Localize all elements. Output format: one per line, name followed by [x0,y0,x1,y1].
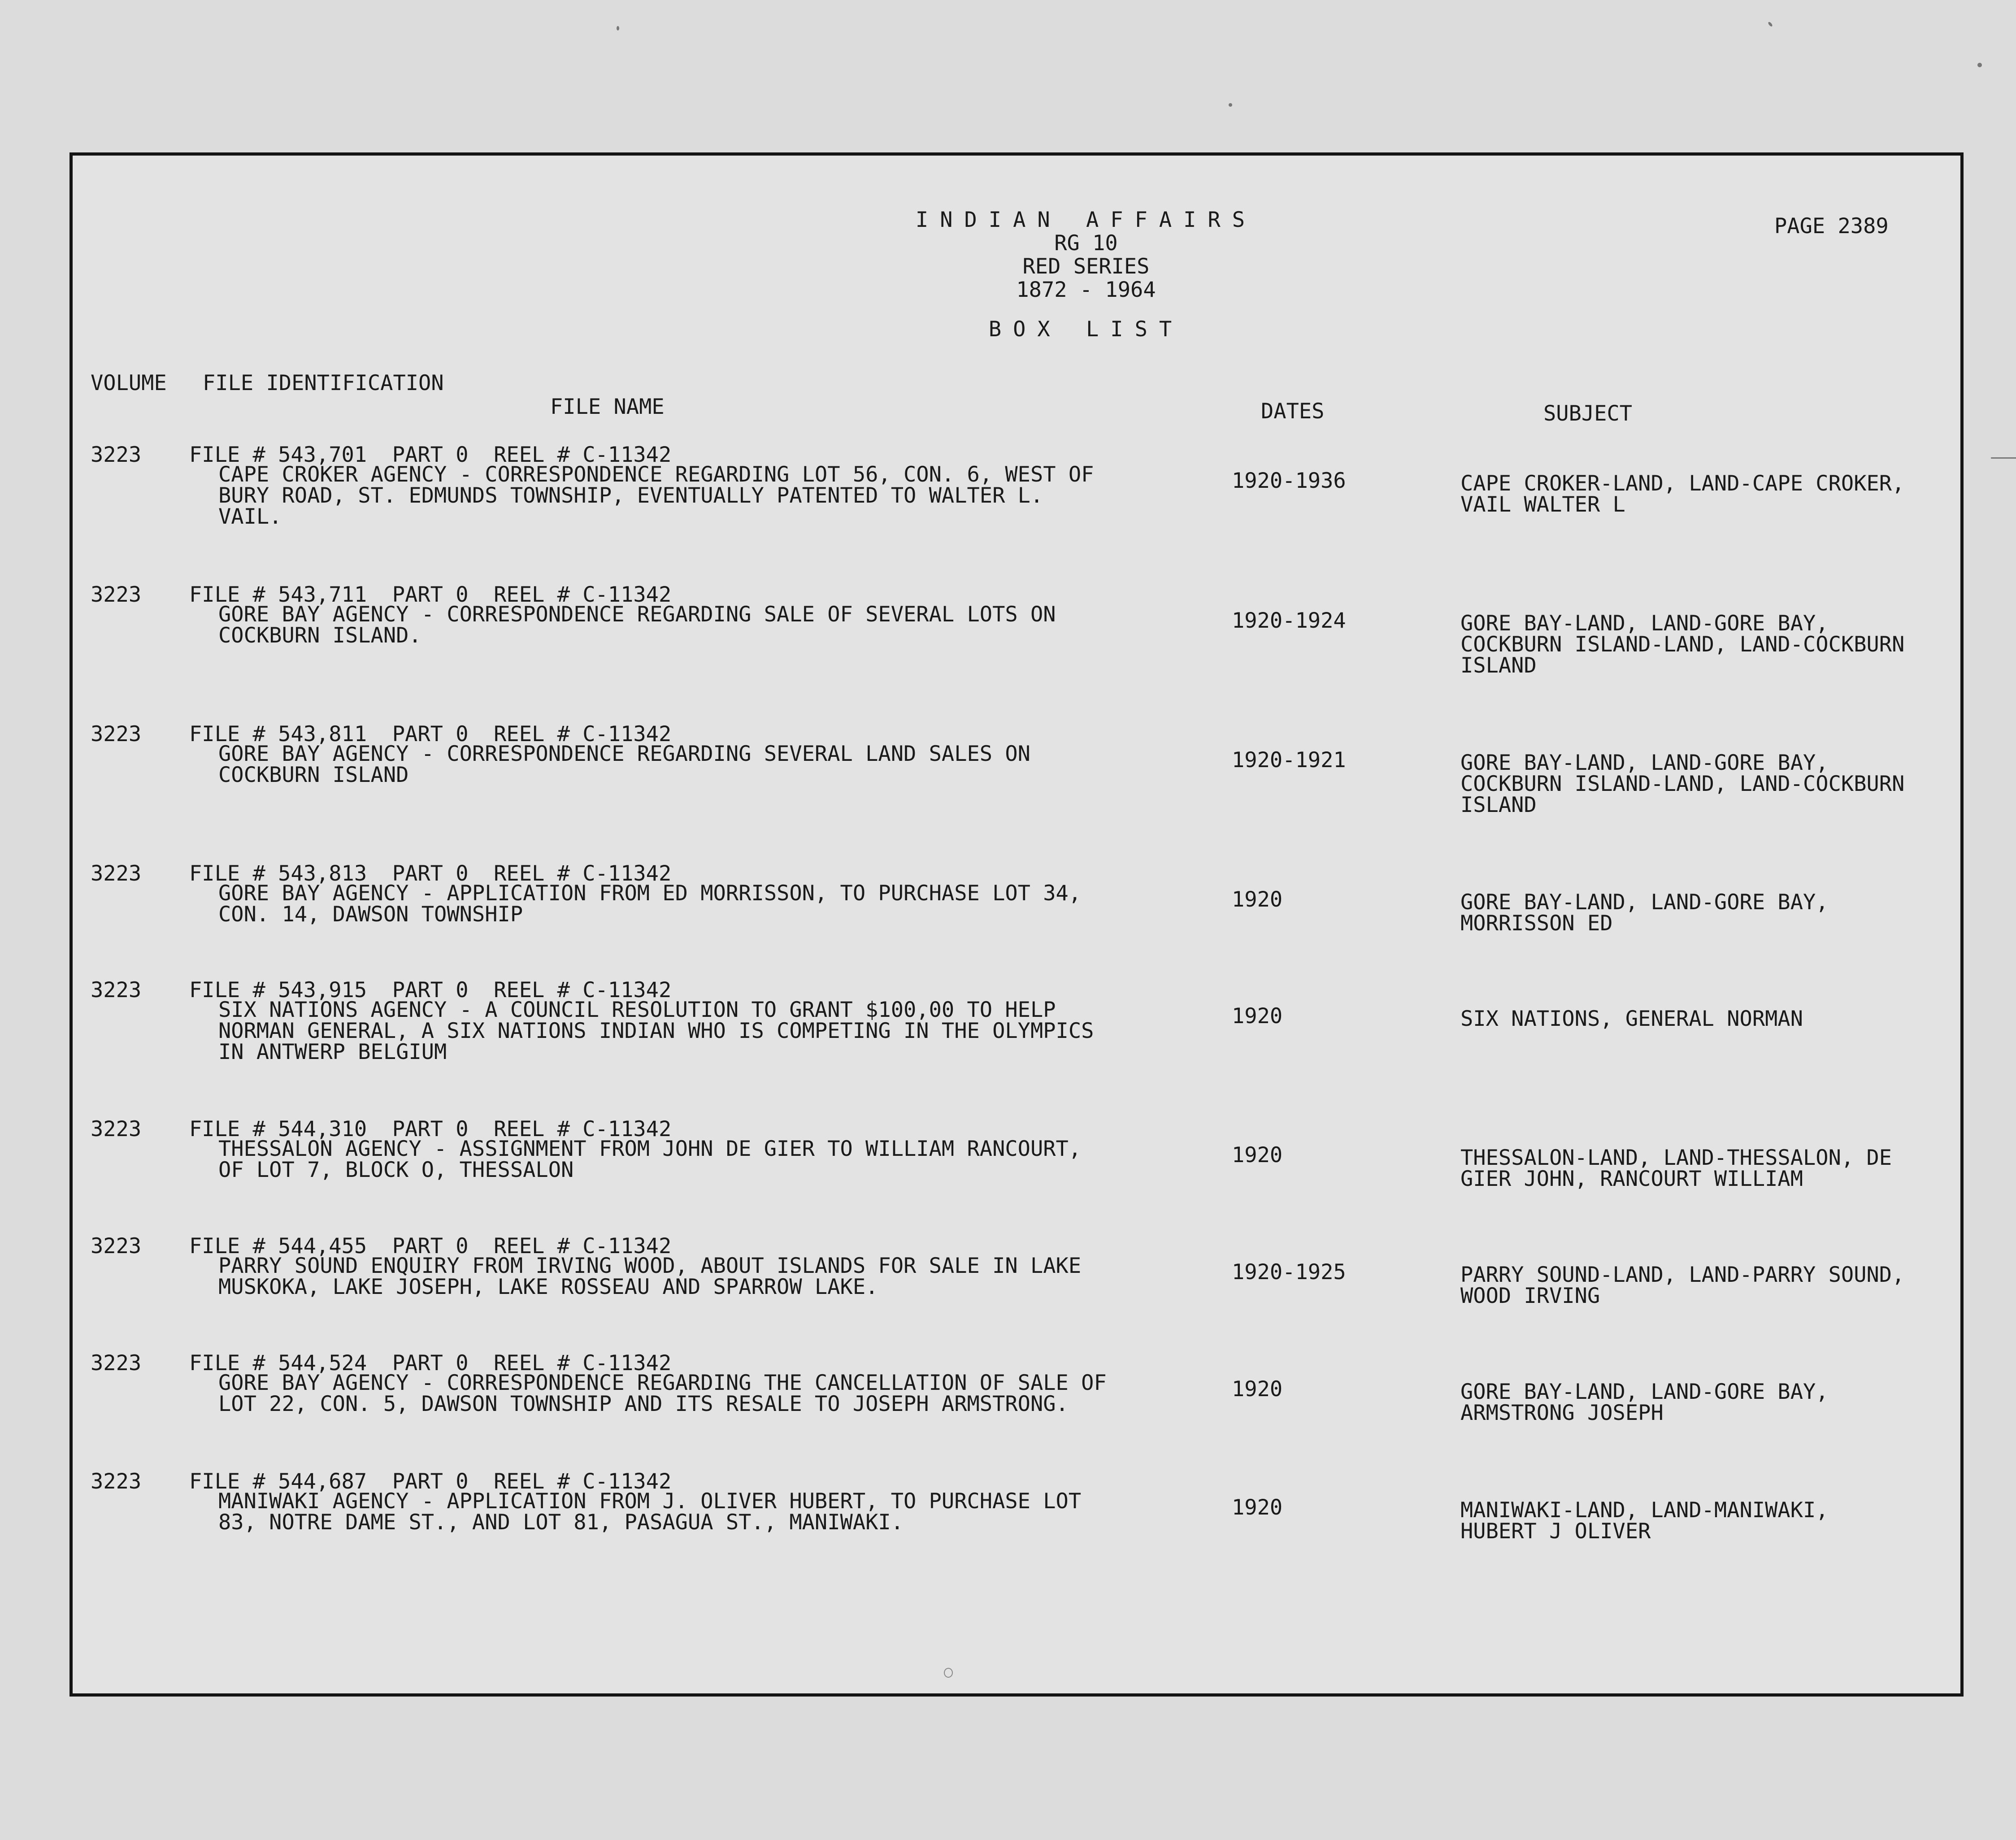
file-name: GORE BAY AGENCY - CORRESPONDENCE REGARDING THE CANCELLATION OF SALE OF LOT 22, CON. 5, DAWSON TOWNSHIP AND ITS RESALE TO JOSEPH ARMSTRONG. [218,1371,1107,1416]
volume-number: 3223 [91,1351,142,1376]
file-name: CAPE CROKER AGENCY - CORRESPONDENCE REGARDING LOT 56, CON. 6, WEST OF BURY ROAD, ST. EDMUNDS TOWNSHIP, EVENTUALLY PATENTED TO WALTER L. VAIL. [218,462,1094,529]
scan-speck [1768,21,1773,27]
volume-number: 3223 [91,1117,142,1141]
file-name: THESSALON AGENCY - ASSIGNMENT FROM JOHN DE GIER TO WILLIAM RANCOURT, OF LOT 7, BLOCK O, THESSALON [218,1137,1082,1182]
volume-number: 3223 [91,443,142,467]
file-dates: 1920 [1232,1377,1283,1402]
file-identification: FILE # 543,701 PART 0 REEL # C-11342 [189,443,672,467]
list-item [73,861,1960,996]
volume-number: 3223 [91,1469,142,1494]
file-subject: THESSALON-LAND, LAND-THESSALON, DE GIER JOHN, RANCOURT WILLIAM [1460,1146,1892,1191]
list-item [73,443,1960,577]
page-number: PAGE 2389 [1774,214,1889,239]
column-header-file-name: FILE NAME [550,395,665,419]
file-name: GORE BAY AGENCY - CORRESPONDENCE REGARDING SALE OF SEVERAL LOTS ON COCKBURN ISLAND. [218,602,1056,648]
file-dates: 1920 [1232,1143,1283,1167]
file-identification: FILE # 543,811 PART 0 REEL # C-11342 [189,722,672,746]
volume-number: 3223 [91,722,142,746]
list-item [73,1351,1960,1485]
record-group: RG 10 [1054,231,1118,256]
file-subject: CAPE CROKER-LAND, LAND-CAPE CROKER, VAIL WALTER L [1460,471,1905,517]
series-name: RED SERIES [1022,254,1150,279]
list-item [73,722,1960,856]
file-name: GORE BAY AGENCY - APPLICATION FROM ED MORRISSON, TO PURCHASE LOT 34, CON. 14, DAWSON TOWNSHIP [218,881,1082,927]
document-header [772,208,1400,341]
file-dates: 1920-1921 [1232,748,1346,772]
scan-speck [944,1668,953,1678]
volume-number: 3223 [91,978,142,1002]
file-name: MANIWAKI AGENCY - APPLICATION FROM J. OLIVER HUBERT, TO PURCHASE LOT 83, NOTRE DAME ST., AND LOT 81, PASAGUA ST., MANIWAKI. [218,1489,1082,1535]
file-identification: FILE # 544,455 PART 0 REEL # C-11342 [189,1234,672,1258]
file-subject: GORE BAY-LAND, LAND-GORE BAY, MORRISSON ED [1460,890,1829,936]
volume-number: 3223 [91,861,142,886]
file-dates: 1920-1924 [1232,608,1346,633]
file-dates: 1920 [1232,1495,1283,1520]
list-item [73,1117,1960,1251]
file-subject: GORE BAY-LAND, LAND-GORE BAY, ARMSTRONG JOSEPH [1460,1380,1829,1425]
file-identification: FILE # 544,310 PART 0 REEL # C-11342 [189,1117,672,1141]
file-identification: FILE # 544,687 PART 0 REEL # C-11342 [189,1469,672,1494]
volume-number: 3223 [91,582,142,607]
file-identification: FILE # 543,915 PART 0 REEL # C-11342 [189,978,672,1002]
scan-speck [1977,63,1982,67]
scan-speck [1991,457,2016,459]
list-item [73,1469,1960,1604]
list-type: BOX LIST [988,317,1184,342]
file-subject: GORE BAY-LAND, LAND-GORE BAY, COCKBURN ISLAND-LAND, LAND-COCKBURN ISLAND [1460,611,1905,678]
file-dates: 1920-1936 [1232,469,1346,493]
file-dates: 1920-1925 [1232,1260,1346,1285]
scan-speck [1229,103,1232,107]
file-dates: 1920 [1232,1004,1283,1028]
column-header-volume: VOLUME [91,371,167,395]
document-sheet [70,152,1964,1697]
page-title: INDIAN AFFAIRS [915,208,1257,232]
file-identification: FILE # 543,813 PART 0 REEL # C-11342 [189,861,672,886]
list-item [73,1234,1960,1368]
file-identification: FILE # 544,524 PART 0 REEL # C-11342 [189,1351,672,1376]
list-item [73,978,1960,1112]
list-item [73,582,1960,717]
file-name: SIX NATIONS AGENCY - A COUNCIL RESOLUTION TO GRANT $100,00 TO HELP NORMAN GENERAL, A SIX NATIONS INDIAN WHO IS COMPETING IN THE OLYMPICS IN ANTWERP BELGIUM [218,998,1094,1064]
file-name: GORE BAY AGENCY - CORRESPONDENCE REGARDING SEVERAL LAND SALES ON COCKBURN ISLAND [218,742,1030,787]
file-subject: SIX NATIONS, GENERAL NORMAN [1460,1007,1803,1031]
file-dates: 1920 [1232,887,1283,912]
file-subject: GORE BAY-LAND, LAND-GORE BAY, COCKBURN ISLAND-LAND, LAND-COCKBURN ISLAND [1460,751,1905,817]
date-range: 1872 - 1964 [1016,278,1156,302]
file-subject: MANIWAKI-LAND, LAND-MANIWAKI, HUBERT J OLIVER [1460,1498,1829,1544]
file-subject: PARRY SOUND-LAND, LAND-PARRY SOUND, WOOD IRVING [1460,1263,1905,1308]
scan-speck [617,26,619,30]
column-header-dates: DATES [1261,399,1325,424]
file-identification: FILE # 543,711 PART 0 REEL # C-11342 [189,582,672,607]
volume-number: 3223 [91,1234,142,1258]
column-header-file-identification: FILE IDENTIFICATION [203,371,444,395]
file-name: PARRY SOUND ENQUIRY FROM IRVING WOOD, ABOUT ISLANDS FOR SALE IN LAKE MUSKOKA, LAKE JOSEPH, LAKE ROSSEAU AND SPARROW LAKE. [218,1254,1082,1299]
column-header-subject: SUBJECT [1543,401,1633,426]
